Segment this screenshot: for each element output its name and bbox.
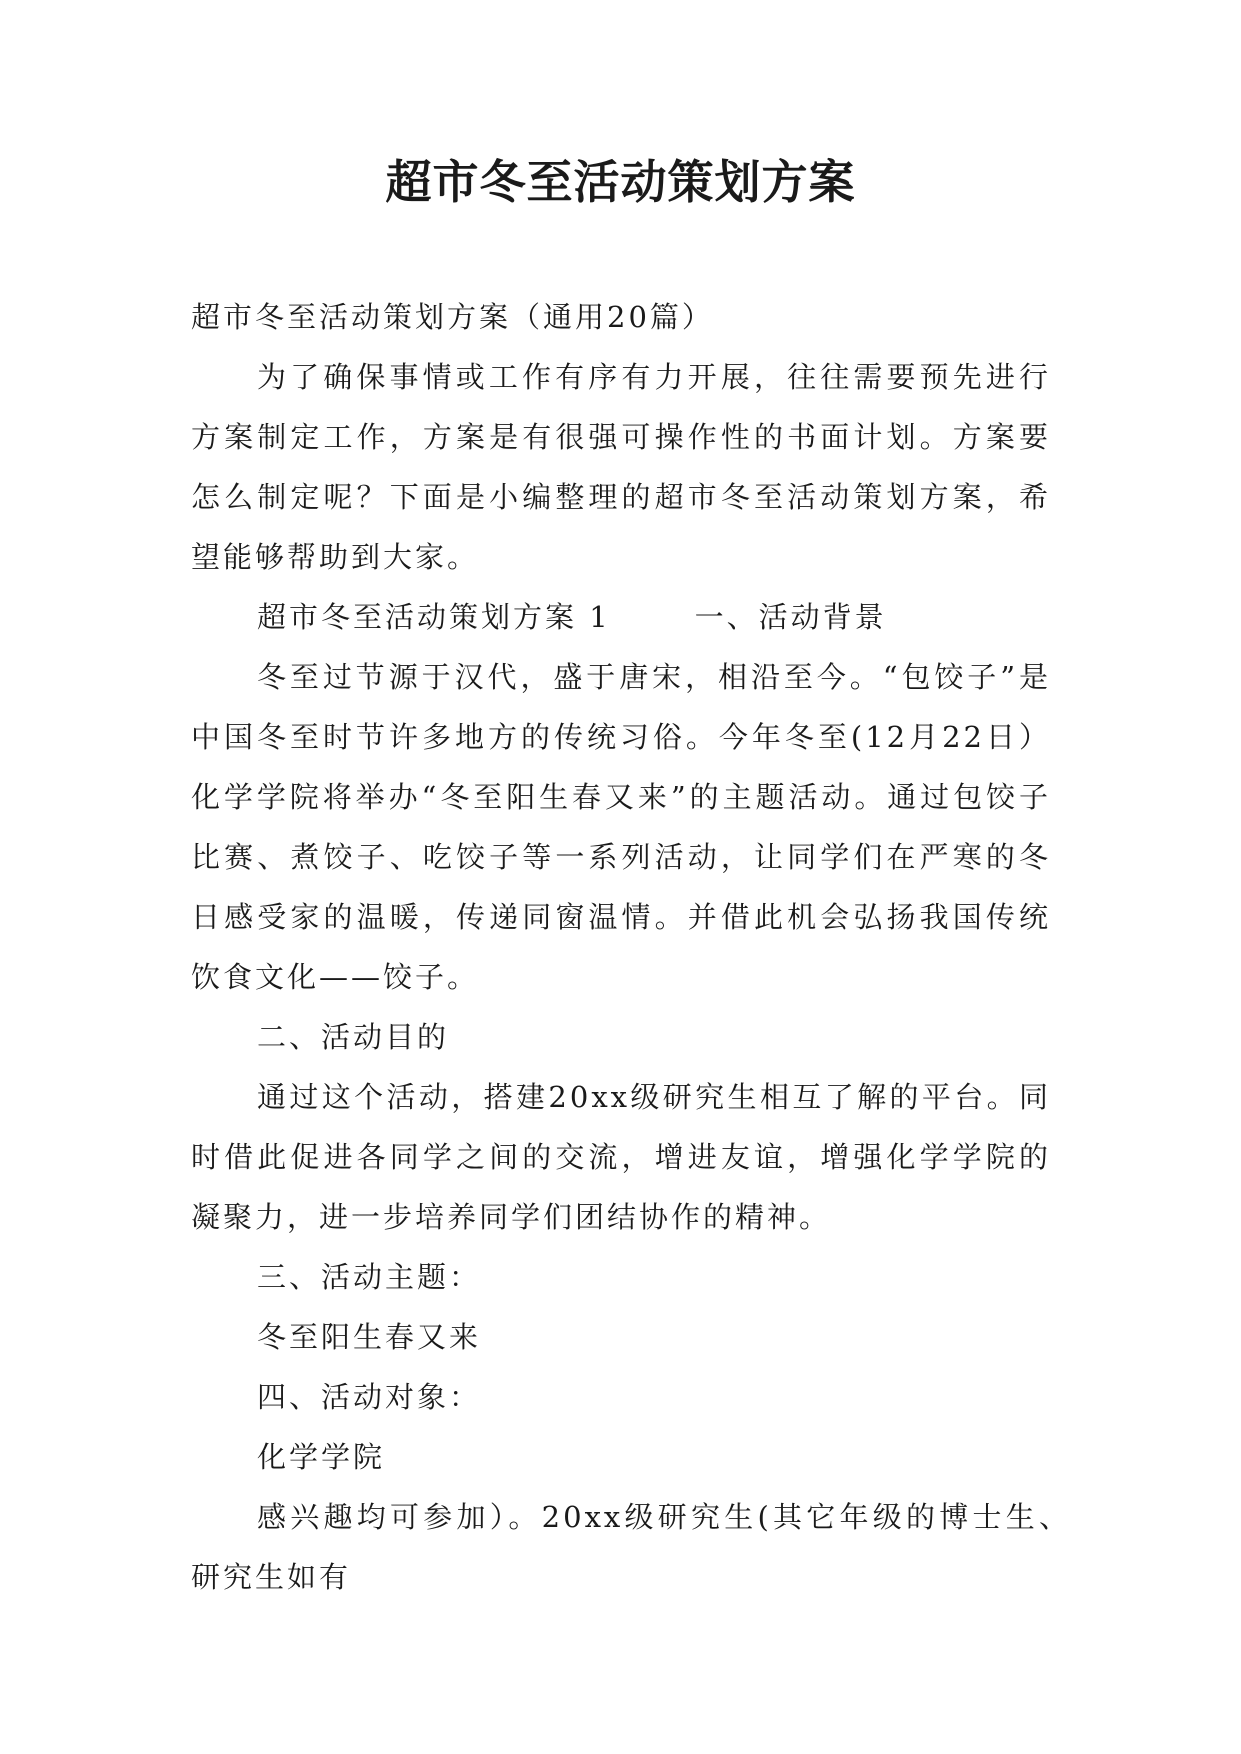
purpose-paragraph: 通过这个活动，搭建20xx级研究生相互了解的平台。同时借此促进各同学之间的交流，增进友谊，增强化学学院的凝聚力，进一步培养同学们团结协作的精神。 (191, 1080, 1051, 1234)
heading-background: 一、活动背景 (694, 600, 887, 634)
target-paragraph: 化学学院 (257, 1440, 386, 1474)
section-1-line (191, 587, 1051, 647)
document-body (191, 287, 1071, 1607)
theme-paragraph: 冬至阳生春又来 (257, 1320, 482, 1354)
document-title: 超市冬至活动策划方案 (385, 155, 856, 209)
heading-target: 四、活动对象： (257, 1380, 482, 1414)
target-detail-paragraph: 感兴趣均可参加）。20xx级研究生(其它年级的博士生、研究生如有 (191, 1500, 1071, 1594)
document-subtitle: 超市冬至活动策划方案（通用20篇） (191, 300, 714, 334)
intro-paragraph: 为了确保事情或工作有序有力开展，往往需要预先进行方案制定工作，方案是有很强可操作性的书面计划。方案要怎么制定呢？下面是小编整理的超市冬至活动策划方案，希望能够帮助到大家。 (191, 360, 1051, 574)
heading-theme: 三、活动主题： (257, 1260, 482, 1294)
heading-purpose: 二、活动目的 (257, 1020, 450, 1054)
section-1-label: 超市冬至活动策划方案 1 (257, 600, 611, 634)
background-paragraph: 冬至过节源于汉代，盛于唐宋，相沿至今。“包饺子”是中国冬至时节许多地方的传统习俗。今年冬至(12月22日）化学学院将举办“冬至阳生春又来”的主题活动。通过包饺子比赛、煮饺子、吃饺子等一系列活动，让同学们在严寒的冬日感受家的温暖，传递同窗温情。并借此机会弘扬我国传统饮食文化——饺子。 (191, 660, 1051, 994)
